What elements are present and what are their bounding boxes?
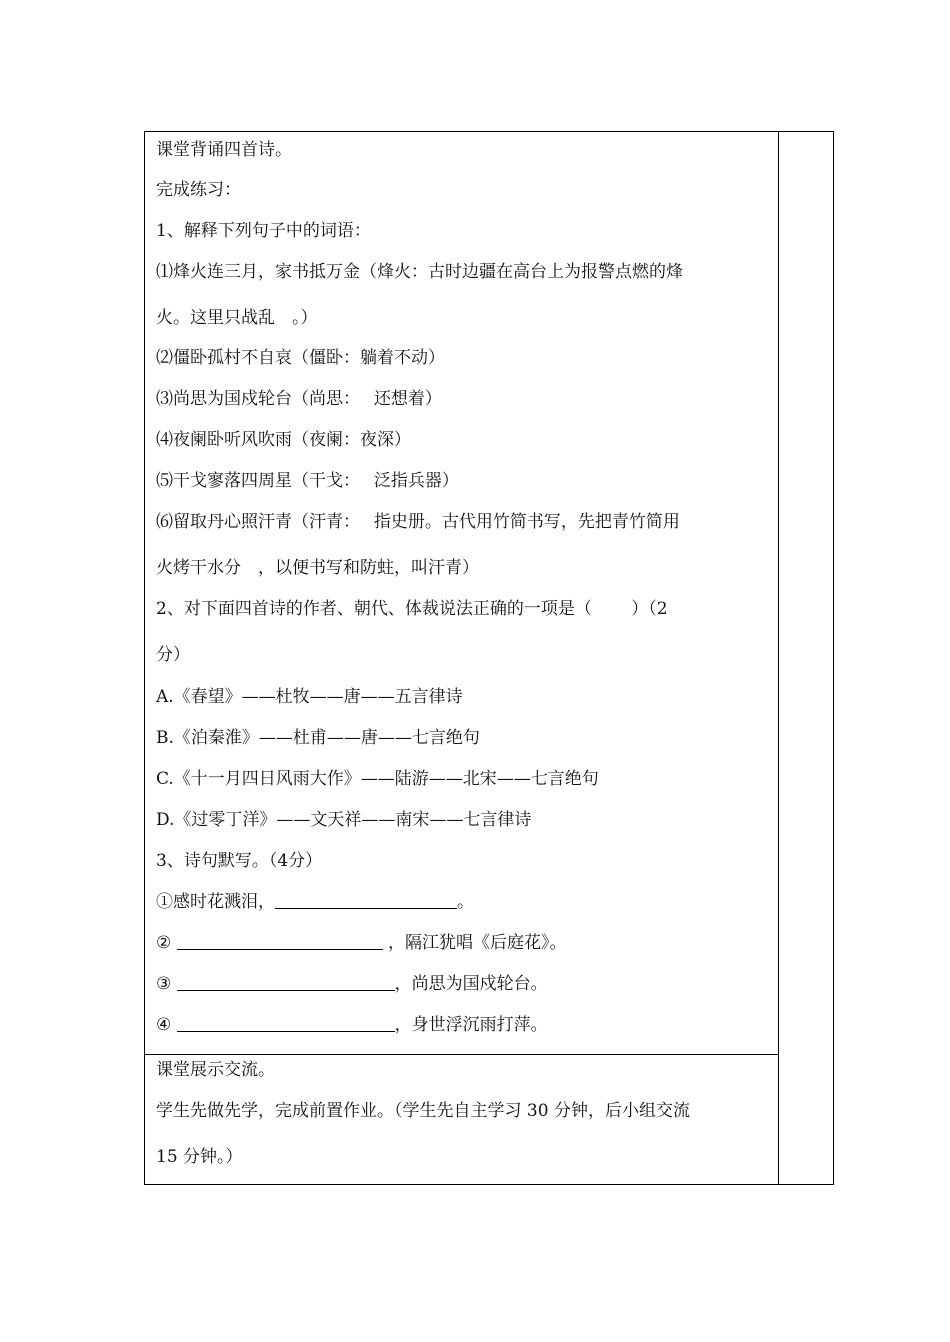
column-divider xyxy=(778,132,779,1184)
text-line: 课堂展示交流。 xyxy=(156,1060,275,1080)
recitation-text: ④ xyxy=(156,1015,177,1035)
option-c: C.《十一月四日风雨大作》——陆游——北宋——七言绝句 xyxy=(156,769,599,789)
text-line: ⑴烽火连三月，家书抵万金（烽火：古时边疆在高台上为报警点燃的烽 xyxy=(156,262,683,282)
text-line: ⑸干戈寥落四周星（干戈： 泛指兵器） xyxy=(156,471,459,491)
recitation-text: ，身世浮沉雨打萍。 xyxy=(394,1015,548,1035)
fill-blank[interactable] xyxy=(177,933,383,950)
text-line: 火。这里只战乱 。） xyxy=(156,308,318,328)
text-line: ⑶尚思为国戍轮台（尚思： 还想着） xyxy=(156,389,442,409)
recitation-text: ③ xyxy=(156,974,177,994)
recitation-text: ，隔江犹唱《后庭花》。 xyxy=(382,933,567,953)
recitation-text: 。 xyxy=(457,892,474,912)
text-line: 15 分钟。） xyxy=(156,1147,243,1167)
option-b: B.《泊秦淮》——杜甫——唐——七言绝句 xyxy=(156,728,480,748)
text-line: 学生先做先学，完成前置作业。（学生先自主学习 30 分钟，后小组交流 xyxy=(156,1101,690,1121)
recitation-item xyxy=(156,1014,776,1036)
text-line: ⑹留取丹心照汗青（汗青： 指史册。古代用竹简书写，先把青竹简用 xyxy=(156,512,680,532)
text-line: 2、对下面四首诗的作者、朝代、体裁说法正确的一项是（ ）（2 xyxy=(156,599,668,619)
text-line: 课堂背诵四首诗。 xyxy=(156,140,292,160)
recitation-text: ② xyxy=(156,933,177,953)
recitation-item xyxy=(156,891,776,913)
text-line: 火烤干水分 ，以便书写和防蛀，叫汗青） xyxy=(156,558,479,578)
recitation-text: ，尚思为国戍轮台。 xyxy=(394,974,548,994)
text-line: 1、解释下列句子中的词语： xyxy=(156,221,371,241)
fill-blank[interactable] xyxy=(275,892,457,909)
recitation-item xyxy=(156,973,776,995)
document-table xyxy=(144,131,834,1185)
recitation-text: ①感时花溅泪， xyxy=(156,892,275,912)
text-line: ⑷夜阑卧听风吹雨（夜阑：夜深） xyxy=(156,430,411,450)
text-line: 分） xyxy=(156,645,190,665)
option-a: A.《春望》——杜牧——唐——五言律诗 xyxy=(156,687,463,707)
recitation-item xyxy=(156,932,776,954)
row-divider xyxy=(145,1054,779,1055)
fill-blank[interactable] xyxy=(177,1015,395,1032)
fill-blank[interactable] xyxy=(177,974,395,991)
text-line: 3、诗句默写。（4分） xyxy=(156,851,323,871)
text-line: 完成练习： xyxy=(156,180,241,200)
option-d: D.《过零丁洋》——文天祥——南宋——七言律诗 xyxy=(156,810,532,830)
text-line: ⑵僵卧孤村不自哀（僵卧：躺着不动） xyxy=(156,348,445,368)
